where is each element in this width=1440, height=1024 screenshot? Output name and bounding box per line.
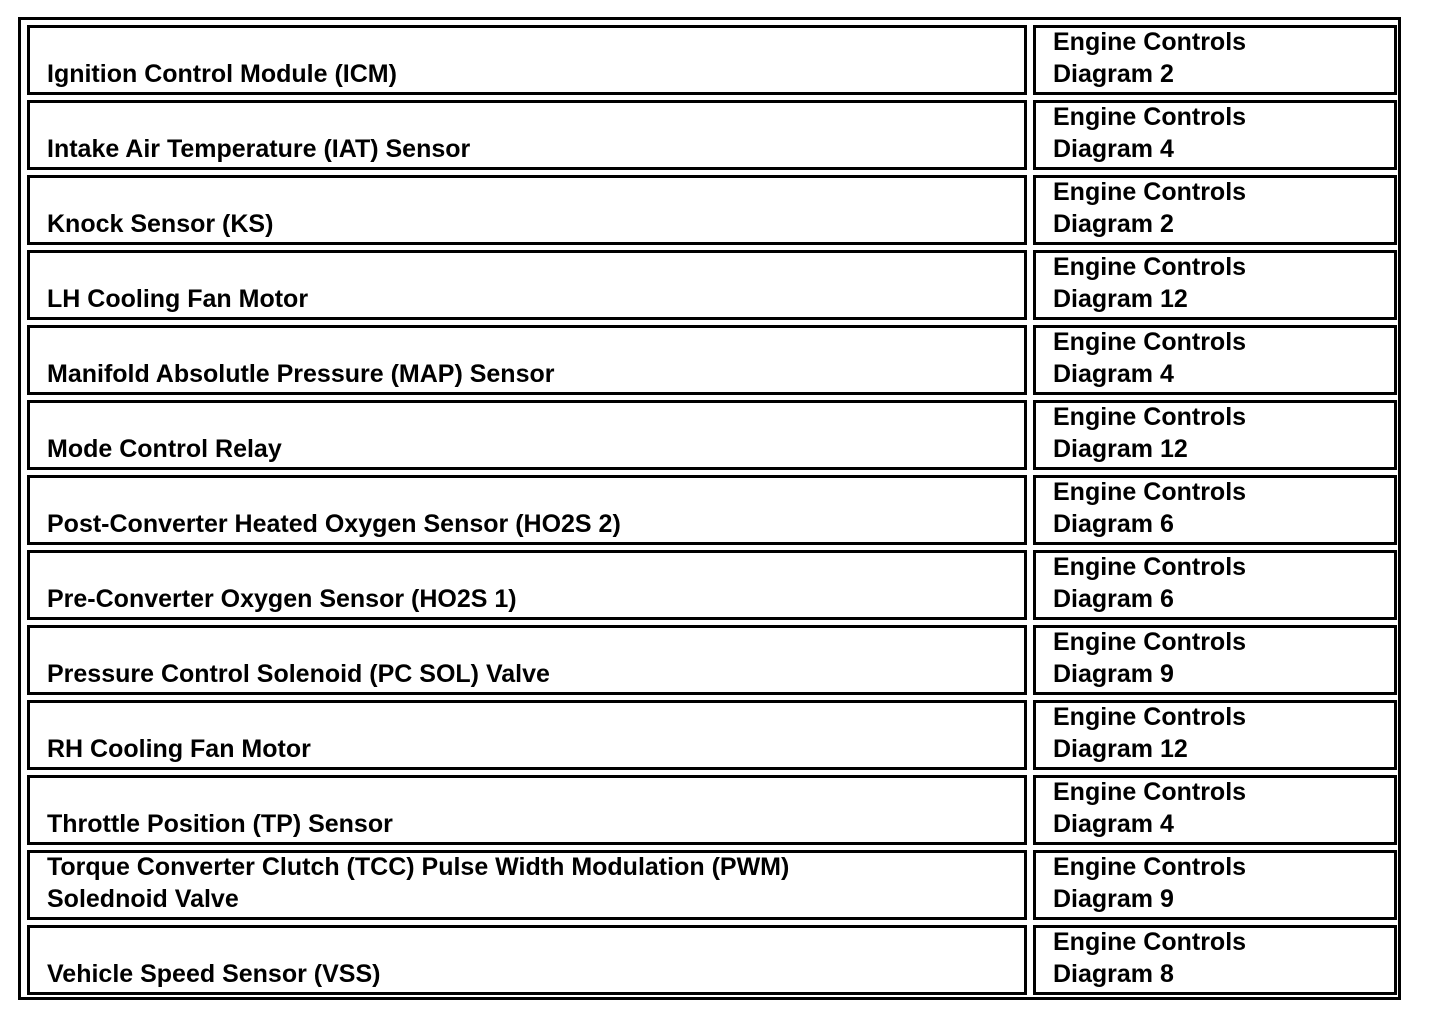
reference-line: Engine Controls [1053, 928, 1247, 956]
reference-line: Diagram 4 [1053, 810, 1174, 838]
component-name: Mode Control Relay [47, 435, 282, 463]
reference-line: Engine Controls [1053, 853, 1247, 881]
component-name: Knock Sensor (KS) [47, 210, 274, 238]
component-name-cell [27, 550, 1027, 620]
component-name-cell [27, 25, 1027, 95]
component-name-cell [27, 100, 1027, 170]
component-name-cell [27, 925, 1027, 995]
component-location-table [18, 17, 1401, 1000]
reference-line: Diagram 6 [1053, 585, 1174, 613]
component-name: Torque Converter Clutch (TCC) Pulse Width Modulation (PWM) [47, 853, 790, 881]
component-name-cell [27, 625, 1027, 695]
reference-line: Engine Controls [1053, 778, 1247, 806]
reference-line: Diagram 12 [1053, 735, 1188, 763]
diagram-reference-cell [1033, 550, 1397, 620]
diagram-reference-cell [1033, 625, 1397, 695]
diagram-reference-cell [1033, 25, 1397, 95]
component-name: Post-Converter Heated Oxygen Sensor (HO2S 2) [47, 510, 621, 538]
component-name-cell [27, 700, 1027, 770]
reference-line: Diagram 9 [1053, 885, 1174, 913]
diagram-reference-cell [1033, 400, 1397, 470]
component-name-cell [27, 850, 1027, 920]
reference-line: Diagram 12 [1053, 435, 1188, 463]
diagram-reference-cell [1033, 475, 1397, 545]
reference-line: Engine Controls [1053, 628, 1247, 656]
component-name-cell [27, 400, 1027, 470]
component-name-cell [27, 250, 1027, 320]
reference-line: Diagram 6 [1053, 510, 1174, 538]
reference-line: Engine Controls [1053, 178, 1247, 206]
reference-line: Engine Controls [1053, 253, 1247, 281]
diagram-reference-cell [1033, 925, 1397, 995]
reference-line: Diagram 4 [1053, 360, 1174, 388]
diagram-reference-cell [1033, 775, 1397, 845]
diagram-reference-cell [1033, 250, 1397, 320]
component-name: Manifold Absolutle Pressure (MAP) Sensor [47, 360, 555, 388]
component-name-cell [27, 325, 1027, 395]
component-name: LH Cooling Fan Motor [47, 285, 309, 313]
reference-line: Engine Controls [1053, 703, 1247, 731]
component-name: Intake Air Temperature (IAT) Sensor [47, 135, 471, 163]
diagram-reference-cell [1033, 100, 1397, 170]
reference-line: Diagram 9 [1053, 660, 1174, 688]
reference-line: Diagram 4 [1053, 135, 1174, 163]
component-name: Pressure Control Solenoid (PC SOL) Valve [47, 660, 550, 688]
diagram-reference-cell [1033, 325, 1397, 395]
reference-line: Engine Controls [1053, 553, 1247, 581]
component-name-cell [27, 175, 1027, 245]
diagram-reference-cell [1033, 700, 1397, 770]
component-name: Vehicle Speed Sensor (VSS) [47, 960, 381, 988]
component-name-continued: Solednoid Valve [47, 885, 239, 913]
diagram-reference-cell [1033, 175, 1397, 245]
reference-line: Diagram 2 [1053, 210, 1174, 238]
reference-line: Diagram 2 [1053, 60, 1174, 88]
reference-line: Engine Controls [1053, 103, 1247, 131]
component-name-cell [27, 775, 1027, 845]
component-name: Throttle Position (TP) Sensor [47, 810, 393, 838]
reference-line: Diagram 8 [1053, 960, 1174, 988]
component-name: RH Cooling Fan Motor [47, 735, 311, 763]
component-name: Pre-Converter Oxygen Sensor (HO2S 1) [47, 585, 517, 613]
reference-line: Engine Controls [1053, 28, 1247, 56]
reference-line: Engine Controls [1053, 328, 1247, 356]
component-name: Ignition Control Module (ICM) [47, 60, 397, 88]
diagram-reference-cell [1033, 850, 1397, 920]
reference-line: Diagram 12 [1053, 285, 1188, 313]
reference-line: Engine Controls [1053, 478, 1247, 506]
component-name-cell [27, 475, 1027, 545]
reference-line: Engine Controls [1053, 403, 1247, 431]
